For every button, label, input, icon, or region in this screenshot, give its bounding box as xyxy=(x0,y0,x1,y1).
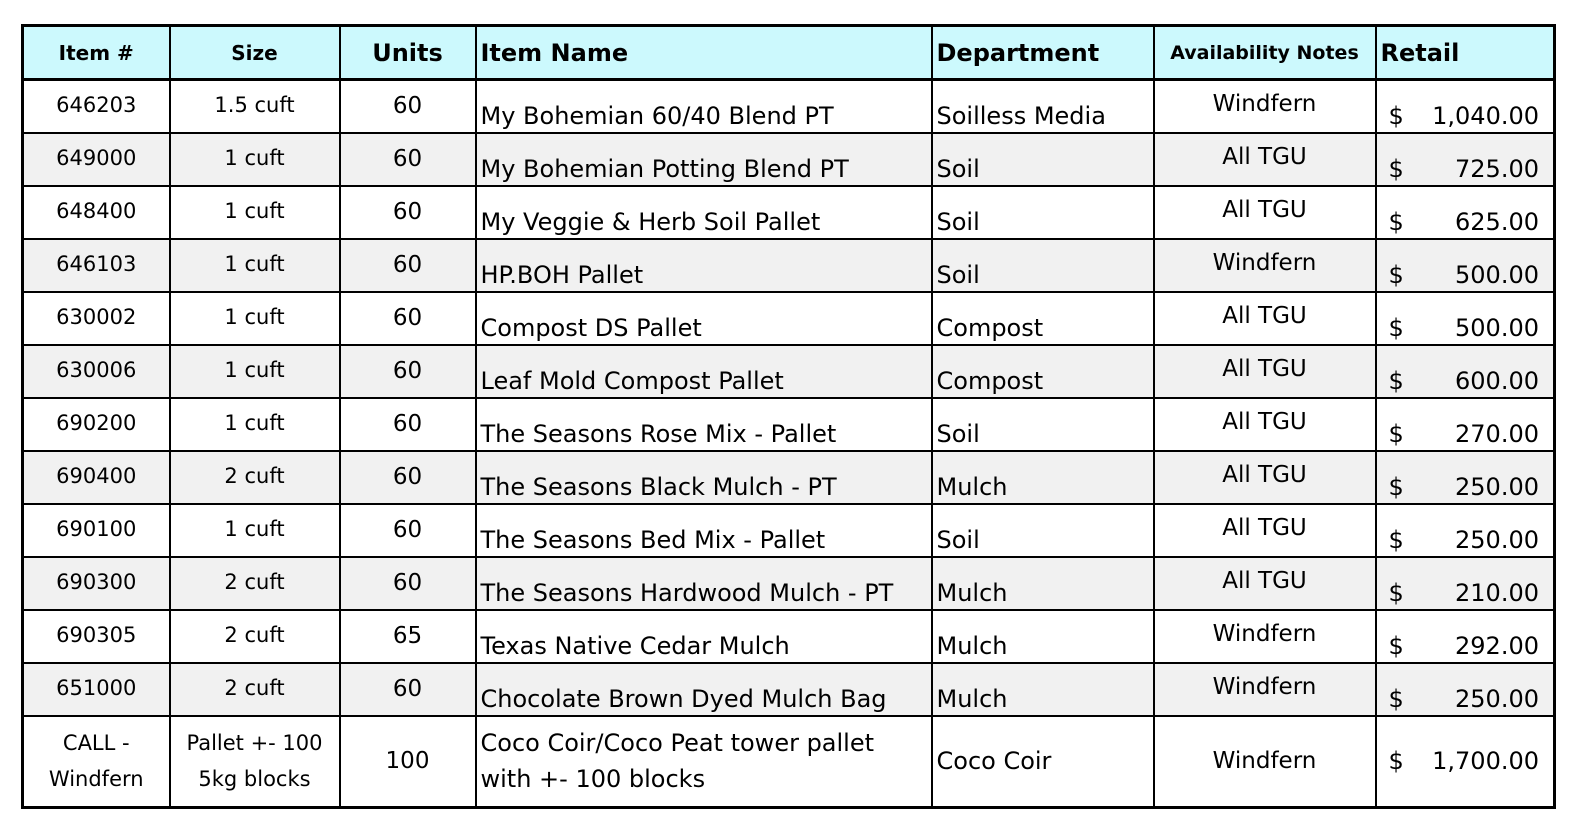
cell-department[interactable]: Compost xyxy=(932,345,1154,398)
table-row xyxy=(23,239,1555,292)
retail-amount xyxy=(1389,632,1540,660)
cell-units[interactable]: 60 xyxy=(340,663,476,716)
table-row xyxy=(23,292,1555,345)
cell-item-number[interactable]: 630006 xyxy=(23,345,170,398)
retail-amount xyxy=(1389,314,1540,342)
cell-units[interactable]: 60 xyxy=(340,133,476,186)
cell-item-number[interactable]: 651000 xyxy=(23,663,170,716)
cell-department[interactable]: Mulch xyxy=(932,663,1154,716)
cell-units[interactable]: 60 xyxy=(340,345,476,398)
retail-value: 1,040.00 xyxy=(1432,101,1539,130)
cell-availability[interactable]: All TGU xyxy=(1154,398,1376,451)
currency-symbol: $ xyxy=(1388,207,1404,236)
table-row xyxy=(23,663,1555,716)
cell-size[interactable]: 1 cuft xyxy=(170,345,340,398)
table-row xyxy=(23,716,1555,808)
cell-item-number[interactable]: 646103 xyxy=(23,239,170,292)
table-row xyxy=(23,504,1555,557)
retail-value: 500.00 xyxy=(1455,260,1539,289)
cell-availability[interactable]: All TGU xyxy=(1154,345,1376,398)
cell-units[interactable]: 60 xyxy=(340,451,476,504)
cell-retail[interactable] xyxy=(1376,451,1555,504)
cell-department[interactable]: Soil xyxy=(932,398,1154,451)
header-availability-notes[interactable]: Availability Notes xyxy=(1154,26,1376,80)
cell-department[interactable]: Mulch xyxy=(932,610,1154,663)
currency-symbol: $ xyxy=(1388,313,1404,342)
cell-department[interactable]: Soil xyxy=(932,504,1154,557)
currency-symbol: $ xyxy=(1388,631,1404,660)
header-size[interactable]: Size xyxy=(170,26,340,80)
cell-department[interactable]: Coco Coir xyxy=(932,716,1154,808)
cell-item-number[interactable]: 690305 xyxy=(23,610,170,663)
table-row xyxy=(23,451,1555,504)
retail-amount xyxy=(1389,747,1540,775)
cell-item-name[interactable]: My Bohemian 60/40 Blend PT xyxy=(476,80,932,133)
cell-department[interactable]: Soil xyxy=(932,133,1154,186)
retail-value: 250.00 xyxy=(1455,525,1539,554)
cell-retail[interactable] xyxy=(1376,557,1555,610)
table-body xyxy=(23,80,1555,808)
table-row xyxy=(23,398,1555,451)
retail-amount xyxy=(1389,367,1540,395)
cell-size[interactable]: 1 cuft xyxy=(170,186,340,239)
cell-retail[interactable] xyxy=(1376,80,1555,133)
retail-value: 600.00 xyxy=(1455,366,1539,395)
table-row xyxy=(23,133,1555,186)
cell-department[interactable]: Soilless Media xyxy=(932,80,1154,133)
cell-retail[interactable] xyxy=(1376,345,1555,398)
retail-amount xyxy=(1389,261,1540,289)
cell-units[interactable]: 60 xyxy=(340,80,476,133)
cell-availability[interactable]: All TGU xyxy=(1154,186,1376,239)
cell-item-number[interactable]: 690300 xyxy=(23,557,170,610)
cell-availability[interactable]: All TGU xyxy=(1154,133,1376,186)
currency-symbol: $ xyxy=(1388,525,1404,554)
cell-item-name[interactable]: My Bohemian Potting Blend PT xyxy=(476,133,932,186)
cell-units[interactable]: 60 xyxy=(340,504,476,557)
cell-size[interactable]: 1 cuft xyxy=(170,133,340,186)
cell-item-name[interactable]: Chocolate Brown Dyed Mulch Bag xyxy=(476,663,932,716)
cell-item-number[interactable]: 646203 xyxy=(23,80,170,133)
cell-availability[interactable]: Windfern xyxy=(1154,80,1376,133)
cell-retail[interactable] xyxy=(1376,610,1555,663)
cell-retail[interactable] xyxy=(1376,186,1555,239)
cell-item-number[interactable]: 690400 xyxy=(23,451,170,504)
cell-item-name[interactable]: HP.BOH Pallet xyxy=(476,239,932,292)
header-item-number[interactable]: Item # xyxy=(23,26,170,80)
cell-item-name[interactable]: The Seasons Rose Mix - Pallet xyxy=(476,398,932,451)
table-row xyxy=(23,80,1555,133)
retail-amount xyxy=(1389,685,1540,713)
retail-amount xyxy=(1389,102,1540,130)
cell-item-number[interactable]: 649000 xyxy=(23,133,170,186)
product-price-table xyxy=(21,24,1556,809)
cell-department[interactable]: Soil xyxy=(932,239,1154,292)
currency-symbol: $ xyxy=(1388,419,1404,448)
cell-item-number[interactable]: 690200 xyxy=(23,398,170,451)
cell-item-number[interactable]: CALL - Windfern xyxy=(23,716,170,808)
price-list-sheet xyxy=(21,24,1553,809)
cell-availability[interactable]: All TGU xyxy=(1154,292,1376,345)
cell-availability[interactable]: All TGU xyxy=(1154,557,1376,610)
cell-department[interactable]: Mulch xyxy=(932,451,1154,504)
cell-size[interactable]: 1 cuft xyxy=(170,239,340,292)
retail-value: 250.00 xyxy=(1455,684,1539,713)
header-units[interactable]: Units xyxy=(340,26,476,80)
table-row xyxy=(23,557,1555,610)
cell-size[interactable]: Pallet +- 100 5kg blocks xyxy=(170,716,340,808)
header-department[interactable]: Department xyxy=(932,26,1154,80)
cell-availability[interactable]: Windfern xyxy=(1154,663,1376,716)
retail-amount xyxy=(1389,208,1540,236)
retail-amount xyxy=(1389,579,1540,607)
currency-symbol: $ xyxy=(1388,684,1404,713)
cell-retail[interactable] xyxy=(1376,716,1555,808)
cell-units[interactable]: 60 xyxy=(340,239,476,292)
currency-symbol: $ xyxy=(1388,747,1404,776)
cell-units[interactable]: 65 xyxy=(340,610,476,663)
cell-item-name[interactable]: The Seasons Black Mulch - PT xyxy=(476,451,932,504)
retail-amount xyxy=(1389,420,1540,448)
cell-units[interactable]: 100 xyxy=(340,716,476,808)
retail-amount xyxy=(1389,473,1540,501)
cell-item-name[interactable]: The Seasons Bed Mix - Pallet xyxy=(476,504,932,557)
cell-availability[interactable]: Windfern xyxy=(1154,610,1376,663)
retail-value: 500.00 xyxy=(1455,313,1539,342)
cell-size[interactable]: 1 cuft xyxy=(170,504,340,557)
cell-size[interactable]: 2 cuft xyxy=(170,663,340,716)
currency-symbol: $ xyxy=(1388,260,1404,289)
cell-size[interactable]: 2 cuft xyxy=(170,610,340,663)
currency-symbol: $ xyxy=(1388,472,1404,501)
cell-item-number[interactable]: 690100 xyxy=(23,504,170,557)
cell-availability[interactable]: All TGU xyxy=(1154,451,1376,504)
header-item-name[interactable]: Item Name xyxy=(476,26,932,80)
cell-retail[interactable] xyxy=(1376,663,1555,716)
cell-retail[interactable] xyxy=(1376,504,1555,557)
cell-department[interactable]: Soil xyxy=(932,186,1154,239)
cell-units[interactable]: 60 xyxy=(340,186,476,239)
cell-item-name[interactable]: My Veggie & Herb Soil Pallet xyxy=(476,186,932,239)
retail-amount xyxy=(1389,155,1540,183)
retail-value: 210.00 xyxy=(1455,578,1539,607)
retail-value: 725.00 xyxy=(1455,154,1539,183)
cell-units[interactable]: 60 xyxy=(340,398,476,451)
currency-symbol: $ xyxy=(1388,101,1404,130)
cell-retail[interactable] xyxy=(1376,133,1555,186)
currency-symbol: $ xyxy=(1388,154,1404,183)
cell-size[interactable]: 1 cuft xyxy=(170,398,340,451)
cell-retail[interactable] xyxy=(1376,398,1555,451)
cell-item-number[interactable]: 630002 xyxy=(23,292,170,345)
cell-retail[interactable] xyxy=(1376,239,1555,292)
retail-value: 625.00 xyxy=(1455,207,1539,236)
currency-symbol: $ xyxy=(1388,578,1404,607)
cell-units[interactable]: 60 xyxy=(340,292,476,345)
currency-symbol: $ xyxy=(1388,366,1404,395)
header-row xyxy=(23,26,1555,80)
cell-size[interactable]: 2 cuft xyxy=(170,557,340,610)
table-row xyxy=(23,186,1555,239)
retail-value: 250.00 xyxy=(1455,472,1539,501)
retail-value: 1,700.00 xyxy=(1432,747,1539,776)
cell-item-name[interactable]: Coco Coir/Coco Peat tower pallet with +- 100 blocks xyxy=(476,716,932,808)
cell-size[interactable]: 2 cuft xyxy=(170,451,340,504)
cell-size[interactable]: 1 cuft xyxy=(170,292,340,345)
cell-availability[interactable]: All TGU xyxy=(1154,504,1376,557)
table-row xyxy=(23,610,1555,663)
table-row xyxy=(23,345,1555,398)
cell-department[interactable]: Compost xyxy=(932,292,1154,345)
cell-availability[interactable]: Windfern xyxy=(1154,239,1376,292)
cell-item-name[interactable]: Compost DS Pallet xyxy=(476,292,932,345)
cell-item-number[interactable]: 648400 xyxy=(23,186,170,239)
header-retail[interactable]: Retail xyxy=(1376,26,1555,80)
retail-value: 270.00 xyxy=(1455,419,1539,448)
cell-department[interactable]: Mulch xyxy=(932,557,1154,610)
cell-item-name[interactable]: Leaf Mold Compost Pallet xyxy=(476,345,932,398)
cell-size[interactable]: 1.5 cuft xyxy=(170,80,340,133)
cell-retail[interactable] xyxy=(1376,292,1555,345)
cell-availability[interactable]: Windfern xyxy=(1154,716,1376,808)
cell-item-name[interactable]: The Seasons Hardwood Mulch - PT xyxy=(476,557,932,610)
retail-value: 292.00 xyxy=(1455,631,1539,660)
cell-units[interactable]: 60 xyxy=(340,557,476,610)
cell-item-name[interactable]: Texas Native Cedar Mulch xyxy=(476,610,932,663)
retail-amount xyxy=(1389,526,1540,554)
